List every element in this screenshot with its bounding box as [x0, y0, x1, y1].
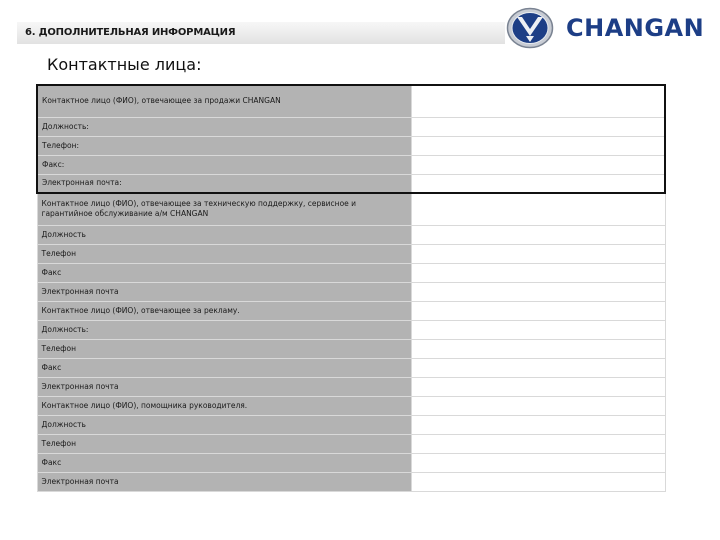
value-field[interactable] [411, 225, 665, 244]
table-row [37, 377, 665, 396]
table-row [37, 193, 665, 225]
row-label: Телефон [37, 434, 411, 453]
brand-name: CHANGAN [566, 14, 705, 42]
table-row [37, 358, 665, 377]
row-label: Факс [37, 453, 411, 472]
table-row [37, 434, 665, 453]
row-label: Электронная почта [37, 472, 411, 491]
row-label: Телефон [37, 244, 411, 263]
value-field[interactable] [411, 339, 665, 358]
row-label: Телефон: [37, 136, 411, 155]
row-label: Должность [37, 415, 411, 434]
contacts-table [36, 84, 666, 492]
table-row [37, 472, 665, 491]
table-row [37, 136, 665, 155]
value-field[interactable] [411, 320, 665, 339]
table-row [37, 263, 665, 282]
table-row [37, 396, 665, 415]
section-title: 6. ДОПОЛНИТЕЛЬНАЯ ИНФОРМАЦИЯ [25, 27, 236, 38]
table-row [37, 174, 665, 193]
value-field[interactable] [411, 136, 665, 155]
value-field[interactable] [411, 174, 665, 193]
value-field[interactable] [411, 85, 665, 117]
row-label: Должность [37, 225, 411, 244]
row-label: Телефон [37, 339, 411, 358]
table-row [37, 117, 665, 136]
table-row [37, 225, 665, 244]
row-label: Факс: [37, 155, 411, 174]
value-field[interactable] [411, 434, 665, 453]
row-label: Контактное лицо (ФИО), помощника руководителя. [37, 396, 411, 415]
brand-logo [506, 7, 712, 49]
row-label: Должность: [37, 117, 411, 136]
table-row [37, 244, 665, 263]
row-label: Электронная почта [37, 282, 411, 301]
value-field[interactable] [411, 155, 665, 174]
row-label: Контактное лицо (ФИО), отвечающее за техническую поддержку, сервисное и гарантийное обслуживание а/м CHANGAN [37, 193, 411, 225]
value-field[interactable] [411, 358, 665, 377]
value-field[interactable] [411, 301, 665, 320]
row-label: Контактное лицо (ФИО), отвечающее за продажи CHANGAN [37, 85, 411, 117]
row-label: Электронная почта: [37, 174, 411, 193]
table-row [37, 320, 665, 339]
value-field[interactable] [411, 453, 665, 472]
page-title: Контактные лица: [47, 55, 202, 74]
value-field[interactable] [411, 282, 665, 301]
row-label: Должность: [37, 320, 411, 339]
changan-emblem-icon [506, 7, 554, 49]
value-field[interactable] [411, 377, 665, 396]
table-row [37, 415, 665, 434]
value-field[interactable] [411, 472, 665, 491]
row-label: Контактное лицо (ФИО), отвечающее за рекламу. [37, 301, 411, 320]
table-row [37, 453, 665, 472]
table-row [37, 301, 665, 320]
table-row [37, 282, 665, 301]
section-header-bar [17, 22, 505, 44]
value-field[interactable] [411, 396, 665, 415]
value-field[interactable] [411, 117, 665, 136]
table-row [37, 155, 665, 174]
value-field[interactable] [411, 193, 665, 225]
table-row [37, 339, 665, 358]
row-label: Электронная почта [37, 377, 411, 396]
table-row [37, 85, 665, 117]
value-field[interactable] [411, 415, 665, 434]
row-label: Факс [37, 358, 411, 377]
row-label: Факс [37, 263, 411, 282]
value-field[interactable] [411, 244, 665, 263]
value-field[interactable] [411, 263, 665, 282]
